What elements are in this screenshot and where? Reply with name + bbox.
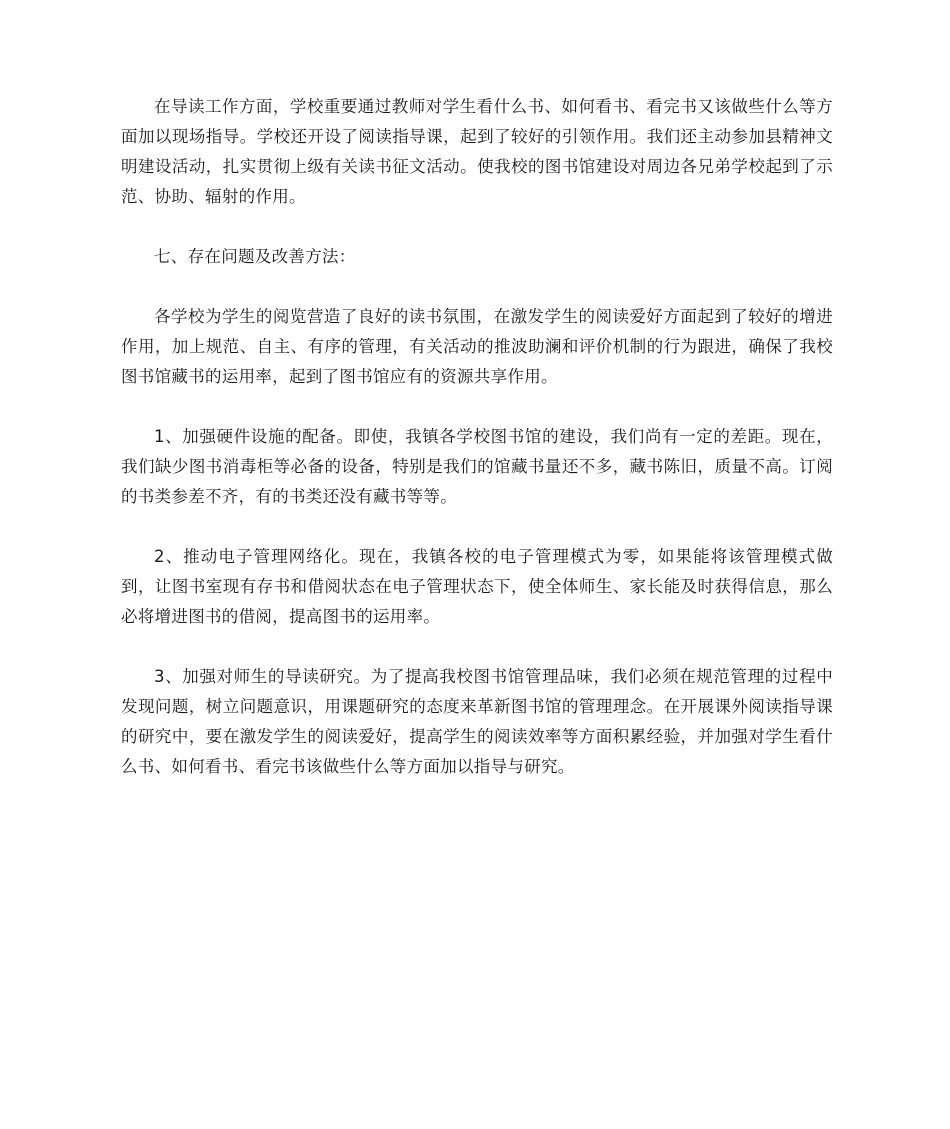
paragraph-item-guided-reading-research: 3、加强对师生的导读研究。为了提高我校图书馆管理品味，我们必须在规范管理的过程中发现问题，树立问题意识，用课题研究的态度来革新图书馆的管理理念。在开展课外阅读指导课的研究中，要在激发学生的阅读爱好，提高学生的阅读效率等方面积累经验，并加强对学生看什么书、如何看书、看完书该做些什么等方面加以指导与研究。 [121, 667, 833, 776]
paragraph-item-electronic-management: 2、推动电子管理网络化。现在，我镇各校的电子管理模式为零，如果能将该管理模式做到，让图书室现有存书和借阅状态在电子管理状态下，使全体师生、家长能及时获得信息，那么必将增进图书的借阅，提高图书的运用率。 [121, 547, 833, 626]
document-page [121, 92, 833, 812]
paragraph-reading-atmosphere: 各学校为学生的阅览营造了良好的读书氛围，在激发学生的阅读爱好方面起到了较好的增进作用，加上规范、自主、有序的管理，有关活动的推波助澜和评价机制的行为跟进，确保了我校图书馆藏书的运用率，起到了图书馆应有的资源共享作用。 [121, 307, 833, 386]
paragraph-item-hardware: 1、加强硬件设施的配备。即使，我镇各学校图书馆的建设，我们尚有一定的差距。现在，我们缺少图书消毒柜等必备的设备，特别是我们的馆藏书量还不多，藏书陈旧，质量不高。订阅的书类参差不齐，有的书类还没有藏书等等。 [121, 427, 833, 506]
paragraph-guided-reading: 在导读工作方面，学校重要通过教师对学生看什么书、如何看书、看完书又该做些什么等方面加以现场指导。学校还开设了阅读指导课，起到了较好的引领作用。我们还主动参加县精神文明建设活动，扎实贯彻上级有关读书征文活动。使我校的图书馆建设对周边各兄弟学校起到了示范、协助、辐射的作用。 [121, 97, 833, 206]
section-heading-problems: 七、存在问题及改善方法： [154, 247, 356, 266]
